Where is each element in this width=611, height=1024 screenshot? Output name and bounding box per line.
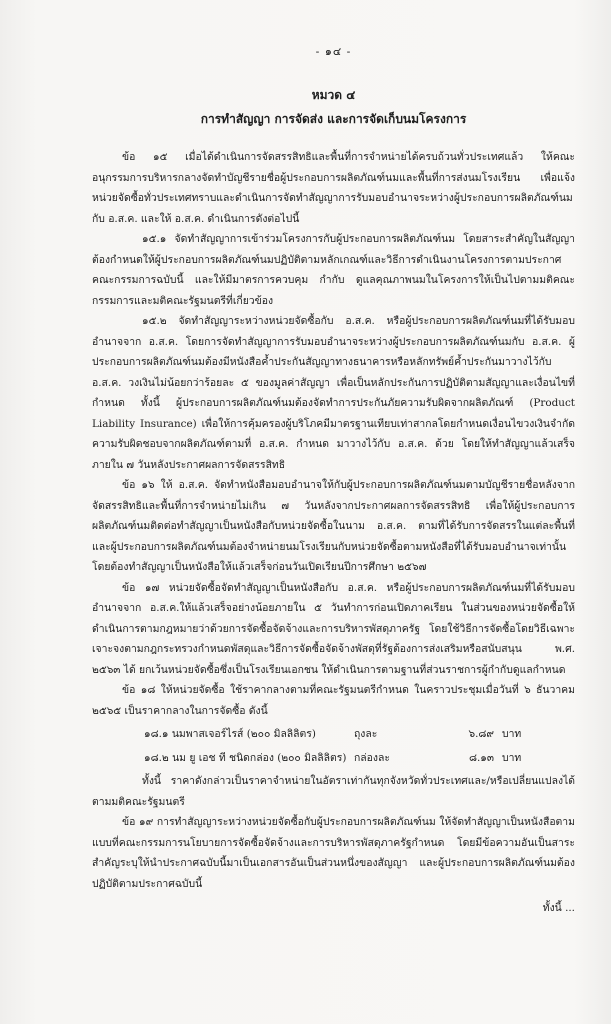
clause-17: ข้อ ๑๗ หน่วยจัดซื้อจัดทำสัญญาเป็นหนังสือกับ อ.ส.ค. หรือผู้ประกอบการผลิตภัณฑ์นมที่ได้รับมอบอำนาจจาก อ.ส.ค.ให้แล้วเสร็จอย่างน้อยภายใน ๕ วันทำการก่อนเปิดภาคเรียน ในส่วนของหน่วยจัดซื้อให้ดำเนินการตามกฎหมายว่าด้วยการจัดซื้อจัดจ้างและการบริหารพัสดุภาครัฐ โดยใช้วิธีการจัดซื้อโดยวิธีเฉพาะเจาะจงตามกฎกระทรวงกำหนดพัสดุและวิธีการจัดซื้อจัดจ้างพัสดุที่รัฐต้องการส่งเสริมหรือสนับสนุน พ.ศ. ๒๕๖๓ ได้ ยกเว้นหน่วยจัดซื้อซึ่งเป็นโรงเรียนเอกชน ให้ดำเนินการตามฐานที่ส่วนราชการผู้กำกับดูแลกำหนด	[92, 581, 575, 676]
price-item-currency: บาท	[502, 728, 522, 740]
price-item-value: ๖.๘๙	[468, 728, 494, 740]
clause-18: ข้อ ๑๘ ให้หน่วยจัดซื้อ ใช้ราคากลางตามที่คณะรัฐมนตรีกำหนด ในคราวประชุมเมื่อวันที่ ๖ ธันวาคม ๒๕๖๕ เป็นราคากลางในการจัดซื้อ ดังนี้	[92, 684, 575, 717]
price-item-name: ๑๘.๒ นม ยู เอช ที ชนิดกล่อง (๒๐๐ มิลลิลิตร)	[144, 752, 347, 764]
clause-18-note: ทั้งนี้ ราคาดังกล่าวเป็นราคาจำหน่ายในอัตราเท่ากันทุกจังหวัดทั่วประเทศและ/หรือเปลี่ยนแปลงได้ตามมติคณะรัฐมนตรี	[92, 775, 575, 808]
clause-15-1: ๑๕.๑ จัดทำสัญญาการเข้าร่วมโครงการกับผู้ประกอบการผลิตภัณฑ์นม โดยสาระสำคัญในสัญญาต้องกำหนดให้ผู้ประกอบการผลิตภัณฑ์นมปฏิบัติตามหลักเกณฑ์และวิธีการดำเนินงานโครงการตามประกาศคณะกรรมการฉบับนี้ และให้มีมาตรการควบคุม กำกับ ดูแลคุณภาพนมในโครงการให้เป็นไปตามมติคณะกรรมการและมติคณะรัฐมนตรีที่เกี่ยวข้อง	[92, 233, 575, 307]
price-item-unit: ถุงละ	[354, 728, 378, 740]
chapter-label: หมวด ๔	[311, 88, 356, 102]
chapter-title: การทำสัญญา การจัดส่ง และการจัดเก็บนมโครงการ	[200, 112, 467, 126]
document-body	[92, 147, 575, 919]
price-item-currency: บาท	[502, 752, 522, 764]
clause-16: ข้อ ๑๖ ให้ อ.ส.ค. จัดทำหนังสือมอบอำนาจให้กับผู้ประกอบการผลิตภัณฑ์นมตามบัญชีรายชื่อหลังจากจัดสรรสิทธิและพื้นที่การจำหน่ายไม่เกิน ๗ วันหลังจากประกาศผลการจัดสรรสิทธิ เพื่อให้ผู้ประกอบการผลิตภัณฑ์นมติดต่อทำสัญญาเป็นหนังสือกับหน่วยจัดซื้อในนาม อ.ส.ค. ตามที่ได้รับการจัดสรรในแต่ละพื้นที่ และผู้ประกอบการผลิตภัณฑ์นมต้องจำหน่ายนมโรงเรียนกับหน่วยจัดซื้อตามหนังสือที่ได้รับมอบอำนาจเท่านั้น โดยต้องทำสัญญาเป็นหนังสือให้แล้วเสร็จก่อนวันเปิดเรียนปีการศึกษา ๒๕๖๗	[92, 479, 575, 573]
clause-15-2: ๑๕.๒ จัดทำสัญญาระหว่างหน่วยจัดซื้อกับ อ.ส.ค. หรือผู้ประกอบการผลิตภัณฑ์นมที่ได้รับมอบอำนาจจาก อ.ส.ค. โดยการจัดทำสัญญาการรับมอบอำนาจระหว่างผู้ประกอบการผลิตภัณฑ์นมกับ อ.ส.ค. ผู้ประกอบการผลิตภัณฑ์นมต้องมีหนังสือค้ำประกันสัญญาทางธนาคารหรือหลักทรัพย์ค้ำประกันมาวางไว้กับ อ.ส.ค. วงเงินไม่น้อยกว่าร้อยละ ๕ ของมูลค่าสัญญา เพื่อเป็นหลักประกันการปฏิบัติตามสัญญาและเงื่อนไขที่กำหนด ทั้งนี้ ผู้ประกอบการผลิตภัณฑ์นมต้องจัดทำการประกันภัยความรับผิดจากผลิตภัณฑ์ (Product Liability Insurance) เพื่อให้การคุ้มครองผู้บริโภคมีมาตรฐานเทียบเท่าสากลโดยกำหนดเงื่อนไขวงเงินจำกัดความรับผิดชอบจากผลิตภัณฑ์ตามที่ อ.ส.ค. กำหนด มาวางไว้กับ อ.ส.ค. ด้วย โดยให้ทำสัญญาแล้วเสร็จภายใน ๗ วันหลังประกาศผลการจัดสรรสิทธิ	[92, 315, 575, 471]
price-row	[92, 747, 575, 769]
price-item-unit: กล่องละ	[354, 752, 390, 764]
clause-15: ข้อ ๑๕ เมื่อได้ดำเนินการจัดสรรสิทธิและพื้นที่การจำหน่ายได้ครบถ้วนทั่วประเทศแล้ว ให้คณะอนุกรรมการบริหารกลางจัดทำบัญชีรายชื่อผู้ประกอบการผลิตภัณฑ์นมและพื้นที่การส่งนมโรงเรียน เพื่อแจ้งหน่วยจัดซื้อทั่วประเทศทราบและดำเนินการจัดทำสัญญาการรับมอบอำนาจระหว่างผู้ประกอบการผลิตภัณฑ์นมกับ อ.ส.ค. และให้ อ.ส.ค. ดำเนินการดังต่อไปนี้	[92, 151, 575, 225]
closing-text: ทั้งนี้ ...	[542, 902, 575, 914]
page-number: - ๑๔ -	[315, 45, 352, 58]
price-row	[92, 723, 575, 745]
price-item-value: ๘.๑๓	[468, 752, 494, 764]
price-item-name: ๑๘.๑ นมพาสเจอร์ไรส์ (๒๐๐ มิลลิลิตร)	[144, 728, 316, 740]
clause-19: ข้อ ๑๙ การทำสัญญาระหว่างหน่วยจัดซื้อกับผู้ประกอบการผลิตภัณฑ์นม ให้จัดทำสัญญาเป็นหนังสือตามแบบที่คณะกรรมการนโยบายการจัดซื้อจัดจ้างและการบริหารพัสดุภาครัฐกำหนด โดยมีข้อความอันเป็นสาระสำคัญระบุให้นำประกาศฉบับนี้มาเป็นเอกสารอันเป็นส่วนหนึ่งของสัญญา และผู้ประกอบการผลิตภัณฑ์นมต้องปฏิบัติตามประกาศฉบับนี้	[92, 816, 575, 890]
